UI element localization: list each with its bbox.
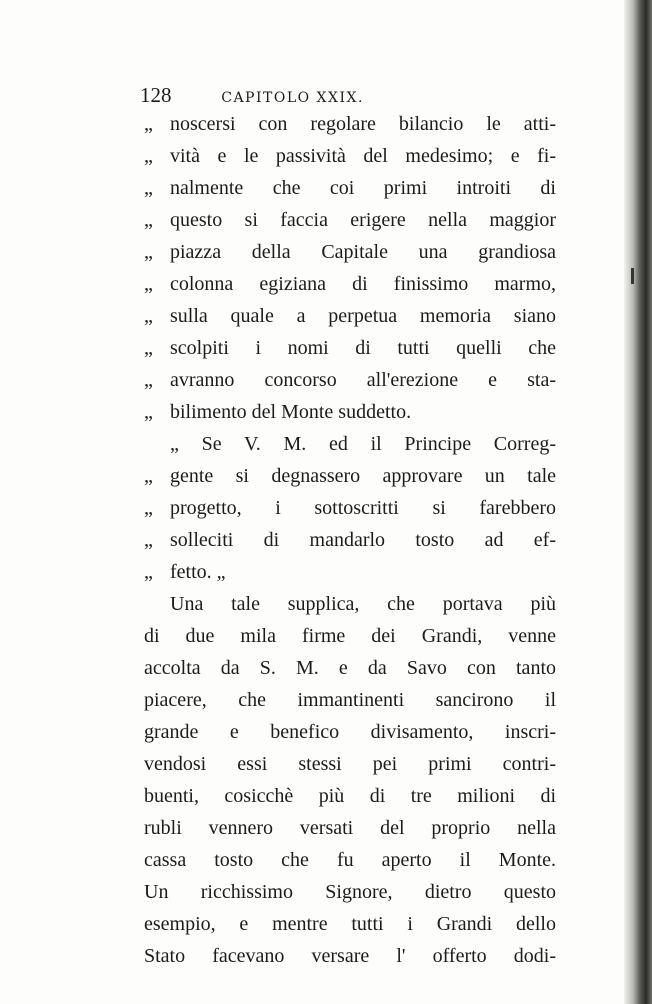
line-text: avranno concorso all'erezione e sta- <box>170 369 556 391</box>
quote-mark: „ <box>144 465 153 487</box>
text-line <box>144 652 556 684</box>
quote-mark: „ <box>144 369 153 391</box>
line-text: accolta da S. M. e da Savo con tanto <box>144 657 556 679</box>
text-line <box>144 556 556 588</box>
line-text: vità e le passività del medesimo; e fi- <box>170 145 556 167</box>
quote-mark: „ <box>144 145 153 167</box>
text-line <box>144 748 556 780</box>
quote-mark: „ <box>144 497 153 519</box>
quote-mark: „ <box>144 113 153 135</box>
quote-mark: „ <box>144 305 153 327</box>
line-text: colonna egiziana di finissimo marmo, <box>170 273 556 295</box>
page-number: 128 <box>140 83 172 107</box>
running-header <box>140 82 440 108</box>
line-text: piazza della Capitale una grandiosa <box>170 241 556 263</box>
line-text: buenti, cosicchè più di tre milioni di <box>144 785 556 807</box>
text-line <box>144 204 556 236</box>
quote-mark: „ <box>144 177 153 199</box>
line-text: piacere, che immantinenti sancirono il <box>144 689 556 711</box>
page-edge-mark <box>631 268 634 284</box>
line-text: gente si degnassero approvare un tale <box>170 465 556 487</box>
text-line <box>144 236 556 268</box>
text-line <box>144 300 556 332</box>
line-text: di due mila firme dei Grandi, venne <box>144 625 556 647</box>
text-line <box>144 780 556 812</box>
text-line <box>144 332 556 364</box>
line-text: grande e benefico divisamento, inscri- <box>144 721 556 743</box>
text-line <box>144 716 556 748</box>
line-text: „ Se V. M. ed il Principe Correg- <box>170 433 556 455</box>
line-text: cassa tosto che fu aperto il Monte. <box>144 849 556 871</box>
line-text: noscersi con regolare bilancio le atti- <box>170 113 556 135</box>
text-line <box>144 812 556 844</box>
quote-mark: „ <box>144 401 153 423</box>
line-text: scolpiti i nomi di tutti quelli che <box>170 337 556 359</box>
text-line <box>144 620 556 652</box>
text-line <box>144 588 556 620</box>
text-line <box>144 268 556 300</box>
text-line <box>144 396 556 428</box>
quote-mark: „ <box>144 561 153 583</box>
text-line <box>144 908 556 940</box>
line-text: Un ricchissimo Signore, dietro questo <box>144 881 556 903</box>
line-text: rubli vennero versati del proprio nella <box>144 817 556 839</box>
quote-mark: „ <box>144 273 153 295</box>
line-text: questo si faccia erigere nella maggior <box>170 209 556 231</box>
line-text: Stato facevano versare l' offerto dodi- <box>144 945 556 967</box>
page-edge-shadow <box>624 0 652 1004</box>
text-line <box>144 428 556 460</box>
chapter-title: CAPITOLO XXIX. <box>221 90 364 106</box>
line-text: Una tale supplica, che portava più <box>170 593 556 615</box>
text-line <box>144 844 556 876</box>
text-line <box>144 364 556 396</box>
line-text: nalmente che coi primi introiti di <box>170 177 556 199</box>
text-line <box>144 684 556 716</box>
line-text: bilimento del Monte suddetto. <box>170 401 412 423</box>
line-text: solleciti di mandarlo tosto ad ef- <box>170 529 556 551</box>
line-text: sulla quale a perpetua memoria siano <box>170 305 556 327</box>
quote-mark: „ <box>144 241 153 263</box>
text-line <box>144 524 556 556</box>
quote-mark: „ <box>144 209 153 231</box>
text-line <box>144 876 556 908</box>
text-line <box>144 172 556 204</box>
text-line <box>144 108 556 140</box>
text-line <box>144 940 556 972</box>
line-text: vendosi essi stessi pei primi contri- <box>144 753 556 775</box>
quote-mark: „ <box>144 337 153 359</box>
line-text: esempio, e mentre tutti i Grandi dello <box>144 913 556 935</box>
text-line <box>144 140 556 172</box>
line-text: fetto. „ <box>170 561 226 583</box>
line-text: progetto, i sottoscritti si farebbero <box>170 497 556 519</box>
text-line <box>144 460 556 492</box>
text-line <box>144 492 556 524</box>
quote-mark: „ <box>144 529 153 551</box>
